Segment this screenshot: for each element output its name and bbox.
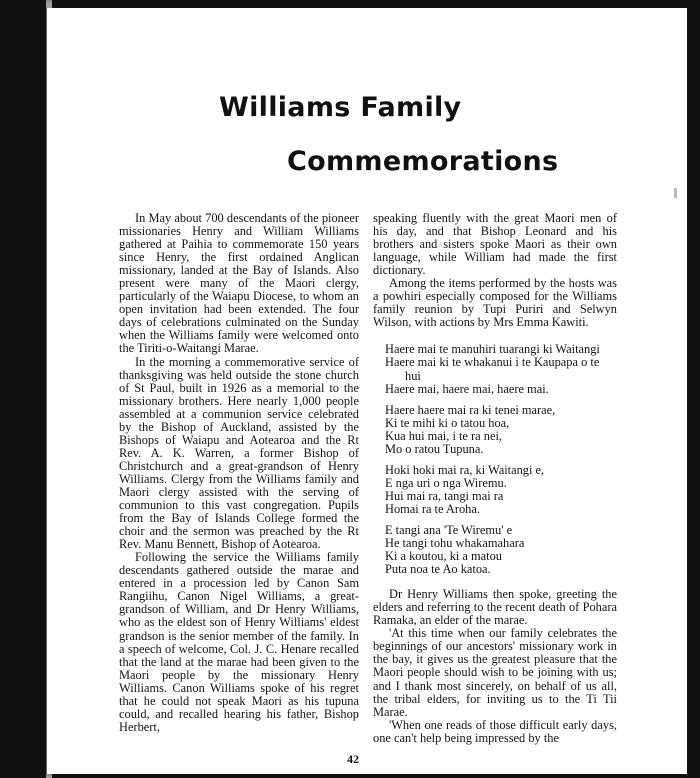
page-title-line-1: Williams Family — [219, 92, 462, 123]
poem-line: Kua hui mai, i te ra nei, — [385, 428, 502, 443]
scan-mark — [674, 188, 677, 198]
right-paragraph-quote-2: 'When one reads of those difficult early days, one can't help being impressed by the — [373, 717, 617, 745]
right-paragraph-powhiri: Among the items performed by the hosts was a powhiri especially composed for the Williams family reunion by Tupi Puriri and Selwyn Wilson, with actions by Mrs Emma Kawiti. — [373, 276, 617, 330]
right-paragraph-continued: speaking fluently with the great Maori men of his day, and that Bishop Leonard and his brothers and sisters spoke Maori as their own language, while William had made the first dictionary. — [373, 211, 617, 278]
page-number: 42 — [347, 752, 359, 766]
poem-line: He tangi tohu whakamahara — [385, 536, 525, 551]
left-paragraph-2: In the morning a commemorative service of thanksgiving was held outside the stone church of St Paul, built in 1926 as a memorial to the missionary brothers. Here nearly 1,000 people assembled at a communion service celebrated by the Bishop of Auckland, assisted by the Bishops of Waiapu and Aotearoa and the Rt Rev. A. K. Warren, a former Bishop of Christchurch and a great-grandson of Henry Williams. Clergy from the Williams family and Maori clergy assisted with the serving of communion to this vast congregation. Pupils from the Bay of Islands College formed the choir and the sermon was preached by the Rt Rev. Manu Bennett, Bishop of Aotearoa. — [119, 354, 359, 552]
right-paragraph-quote-1: 'At this time when our family celebrates the beginnings of our ancestors' missionary work in the bay, it gives us the greatest pleasure that the Maori people should wish to be joining with us; and I thank most sincerely, on behalf of us all, the tribal elders, for inviting us to the Ti Tii Marae. — [373, 626, 617, 719]
poem-stanza-4 — [385, 524, 617, 576]
poem-line: Hui mai ra, tangi mai ra — [385, 488, 504, 503]
poem-line: Haere mai te manuhiri tuarangi ki Waitangi — [385, 342, 600, 357]
poem-line: Ki te mihi ki o tatou hoa, — [385, 415, 510, 430]
poem-line: Hoki hoki mai ra, ki Waitangi e, — [385, 462, 545, 477]
poem-line: Mo o ratou Tupuna. — [385, 441, 484, 456]
powhiri-poem — [385, 343, 617, 576]
page-title-line-2: Commemorations — [287, 146, 559, 177]
right-paragraph-dr-williams: Dr Henry Williams then spoke, greeting the elders and referring to the recent death of Pohara Ramaka, an elder of the marae. — [373, 587, 617, 628]
poem-line: Ki a koutou, ki a matou — [385, 549, 503, 564]
poem-stanza-2 — [385, 404, 617, 456]
poem-line: Homai ra te Aroha. — [385, 501, 480, 516]
right-column — [373, 212, 617, 745]
poem-line: Haere mai, haere mai, haere mai. — [385, 381, 549, 396]
poem-line: E nga uri o nga Wiremu. — [385, 475, 507, 490]
poem-line: Puta noa te Ao katoa. — [385, 562, 491, 577]
document-page — [46, 8, 687, 774]
poem-stanza-1 — [385, 343, 617, 395]
left-column — [119, 212, 359, 734]
left-paragraph-3: Following the service the Williams family descendants gathered outside the marae and entered in a procession led by Canon Sam Rangiihu, Canon Nigel Williams, a great-grandson of William, and Dr Henry Williams, who as the eldest son of Henry Williams' eldest grandson is the senior member of the family. In a speech of welcome, Col. J. C. Henare recalled that the land at the marae had been given to the Maori people by the missionary Henry Williams. Canon Williams spoke of his regret that he could not speak Maori as his tupuna could, and recalled hearing his father, Bishop Herbert, — [119, 550, 359, 734]
poem-line: Haere mai ki te whakanui i te Kaupapa o te hui — [385, 355, 600, 383]
left-paragraph-1: In May about 700 descendants of the pioneer missionaries Henry and William Williams gathered at Paihia to commemorate 150 years since Henry, the first ordained Anglican missionary, landed at the Bay of Islands. Also present were many of the Maori clergy, particularly of the Waiapu Diocese, to whom an open invitation had been extended. The four days of celebrations culminated on the Sunday when the Williams family were welcomed onto the Tiriti-o-Waitangi Marae. — [119, 211, 359, 356]
poem-line: Haere haere mai ra ki tenei marae, — [385, 402, 556, 417]
poem-stanza-3 — [385, 464, 617, 516]
poem-line: E tangi ana 'Te Wiremu' e — [385, 522, 513, 537]
